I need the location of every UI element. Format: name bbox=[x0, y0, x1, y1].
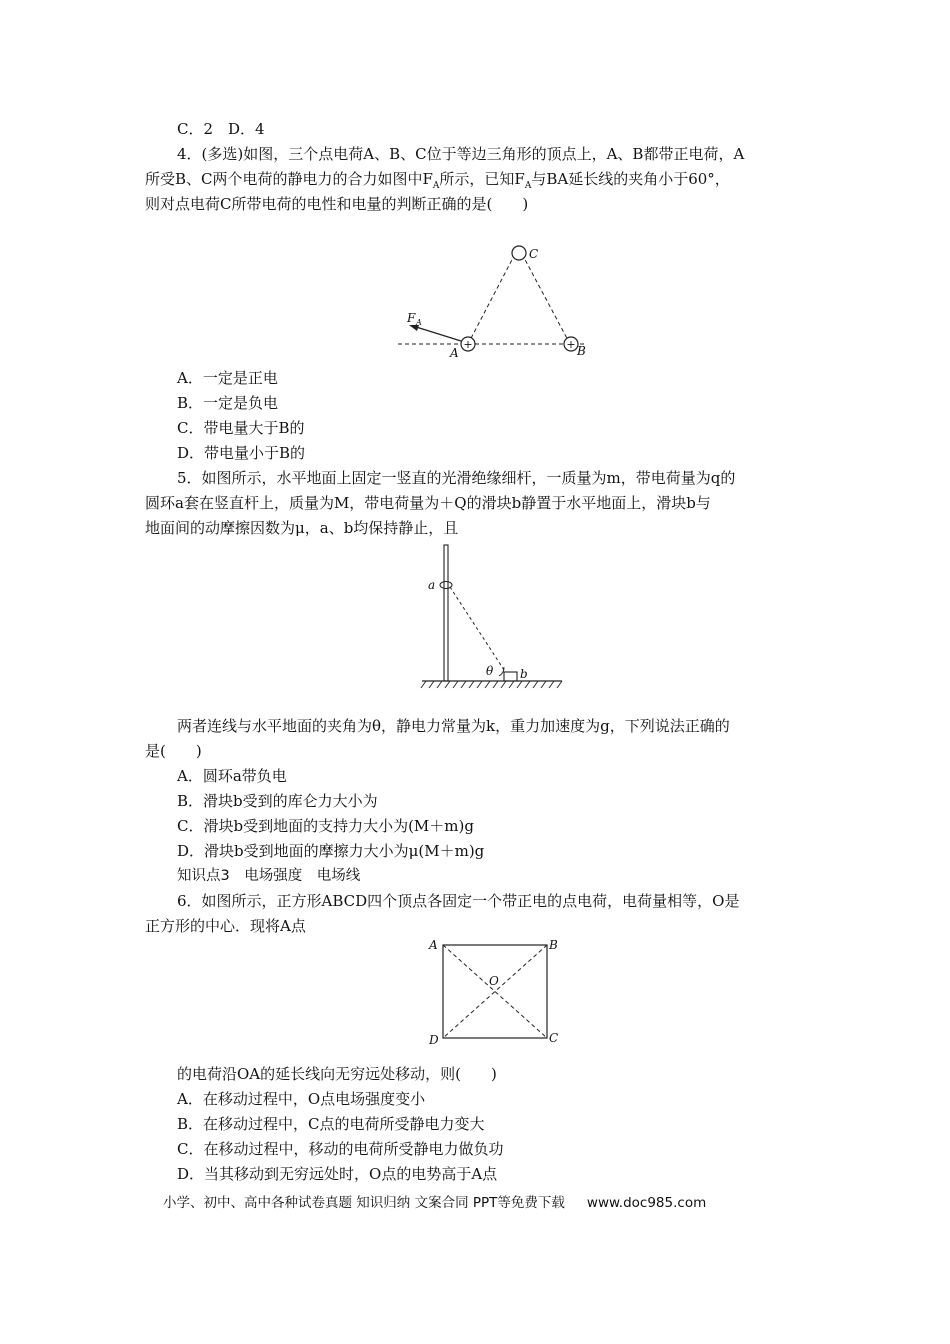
label-slider-b: b bbox=[520, 667, 528, 681]
q6-stem-line1: 6．如图所示，正方形ABCD四个顶点各固定一个带正电的点电荷，电荷量相等，O是 bbox=[177, 892, 740, 910]
label-a: A bbox=[450, 346, 459, 360]
q5-option-c: C．滑块b受到地面的支持力大小为(M＋m)g bbox=[177, 817, 474, 835]
label-fa: F bbox=[407, 311, 416, 325]
footer-url[interactable]: www.doc985.com bbox=[586, 1195, 707, 1211]
label-fa-sub: A bbox=[416, 318, 422, 327]
footer bbox=[163, 1191, 706, 1211]
label-o: O bbox=[489, 974, 499, 988]
q4-stem-line1: 4．(多选)如图，三个点电荷A、B、C位于等边三角形的顶点上，A、B都带正电荷，A bbox=[177, 145, 745, 163]
label-b: B bbox=[577, 344, 586, 358]
q4-stem-line2: 所受B、C两个电荷的静电力的合力如图中$F_A$所示，已知$F_A$与BA延长线的夹角小于60°， bbox=[145, 170, 730, 191]
q4-triangle-figure bbox=[395, 240, 595, 365]
q6-option-d: D．当其移动到无穷远处时，O点的电势高于A点 bbox=[177, 1165, 498, 1183]
label-d: D bbox=[429, 1033, 439, 1047]
q4-stem-line3: 则对点电荷C所带电荷的电性和电量的判断正确的是( ) bbox=[145, 195, 529, 213]
connecting-dashed-line bbox=[450, 587, 508, 676]
q4-option-c: C．带电量大于B的 bbox=[177, 419, 305, 437]
q5-stem-line4: 两者连线与水平地面的夹角为θ，静电力常量为k，重力加速度为g，下列说法正确的 bbox=[177, 717, 730, 735]
q5-option-a: A．圆环a带负电 bbox=[177, 767, 287, 785]
q6-option-c: C．在移动过程中，移动的电荷所受静电力做负功 bbox=[177, 1140, 504, 1158]
q5-option-b: B．滑块b受到的库仑力大小为 bbox=[177, 792, 378, 810]
charge-b-sign: + bbox=[566, 338, 576, 351]
footer-text: 小学、初中、高中各种试卷真题 知识归纳 文案合同 PPT等免费下载 bbox=[163, 1195, 565, 1211]
q5-stem-line2: 圆环a套在竖直杆上，质量为M，带电荷量为＋Q的滑块b静置于水平地面上，滑块b与 bbox=[145, 494, 711, 512]
q3-options-cd: C．2 D．4 bbox=[177, 120, 265, 138]
q5-stem-line1: 5．如图所示，水平地面上固定一竖直的光滑绝缘细杆，一质量为m，带电荷量为q的 bbox=[177, 469, 736, 487]
q6-option-b: B．在移动过程中，C点的电荷所受静电力变大 bbox=[177, 1115, 485, 1133]
q4-option-a: A．一定是正电 bbox=[177, 369, 278, 387]
q6-stem-line2: 正方形的中心．现将A点 bbox=[145, 917, 306, 935]
section-title: 知识点3 电场强度 电场线 bbox=[177, 868, 361, 884]
charge-c-circle bbox=[512, 246, 526, 260]
label-theta: θ bbox=[486, 664, 494, 678]
q5-stem-line3: 地面间的动摩擦因数为μ，a、b均保持静止，且 bbox=[145, 519, 459, 537]
q5-rod-figure bbox=[420, 540, 570, 692]
q6-square-figure bbox=[425, 935, 565, 1050]
force-fa-arrow bbox=[413, 326, 461, 341]
q5-option-d: D．滑块b受到地面的摩擦力大小为μ(M＋m)g bbox=[177, 842, 485, 860]
slider-b bbox=[504, 672, 517, 681]
q6-option-a: A．在移动过程中，O点电场强度变小 bbox=[177, 1090, 426, 1108]
side-ca-dashed bbox=[468, 254, 515, 344]
label-c: C bbox=[549, 1031, 559, 1045]
label-b: B bbox=[549, 938, 558, 952]
charge-a-sign: + bbox=[463, 338, 473, 351]
side-cb-dashed bbox=[522, 254, 570, 344]
vertical-rod bbox=[444, 545, 448, 681]
q4-option-d: D．带电量小于B的 bbox=[177, 444, 306, 462]
label-ring-a: a bbox=[428, 578, 436, 592]
q5-stem-line5: 是( ) bbox=[145, 742, 202, 760]
diagonal-ac bbox=[443, 945, 547, 1038]
label-c: C bbox=[529, 247, 539, 261]
label-a: A bbox=[429, 938, 438, 952]
q6-stem-line3: 的电荷沿OA的延长线向无穷远处移动，则( ) bbox=[177, 1065, 497, 1083]
q4-option-b: B．一定是负电 bbox=[177, 394, 279, 412]
ground-hatching bbox=[421, 681, 562, 688]
